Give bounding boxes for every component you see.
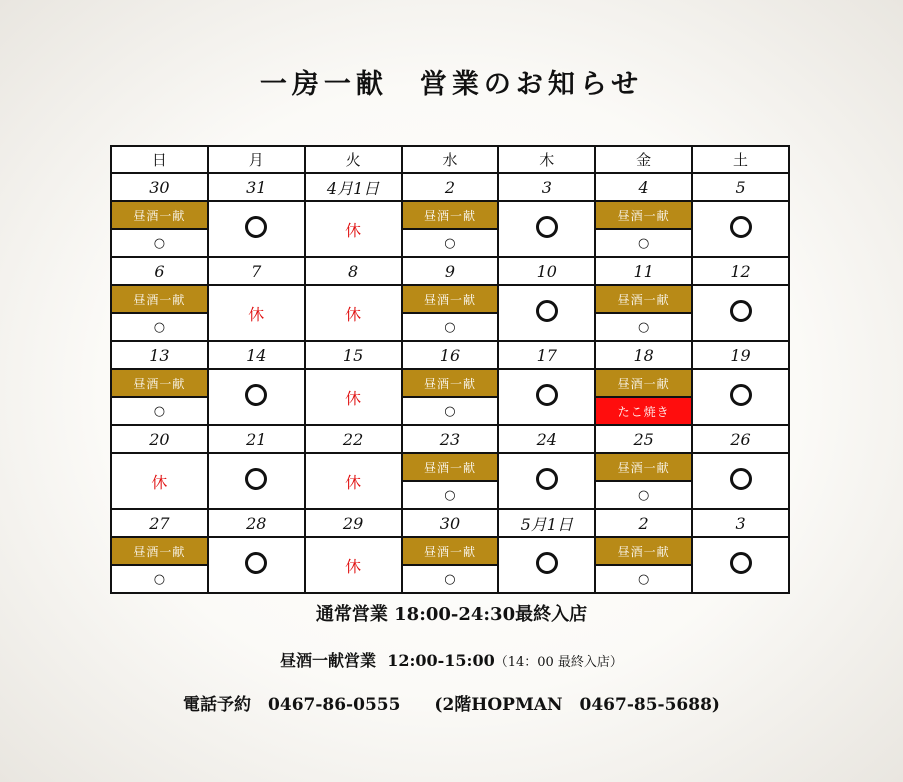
closed-mark: 休 bbox=[305, 453, 402, 509]
lunch-hours: 昼酒一献営業 12:00-15:00 bbox=[280, 651, 495, 670]
weekday-header: 土 bbox=[692, 146, 789, 173]
lunch-service-badge: 昼酒一献 bbox=[111, 285, 208, 313]
day-date: 30 bbox=[111, 173, 208, 201]
day-date: 17 bbox=[498, 341, 595, 369]
lunch-service-badge: 昼酒一献 bbox=[402, 369, 499, 397]
lunch-service-badge: 昼酒一献 bbox=[111, 537, 208, 565]
closed-mark: 休 bbox=[305, 369, 402, 425]
evening-open-mark: ○ bbox=[595, 481, 692, 509]
date-row bbox=[111, 425, 789, 453]
lunch-service-badge: 昼酒一献 bbox=[402, 537, 499, 565]
regular-hours: 通常営業 18:00-24:30最終入店 bbox=[315, 604, 588, 625]
open-day-cell bbox=[692, 201, 789, 257]
evening-open-mark: ○ bbox=[402, 481, 499, 509]
open-circle-icon bbox=[536, 468, 558, 490]
evening-open-mark: ○ bbox=[402, 229, 499, 257]
day-date: 7 bbox=[208, 257, 305, 285]
day-date: 16 bbox=[402, 341, 499, 369]
date-row bbox=[111, 509, 789, 537]
weekday-header: 水 bbox=[402, 146, 499, 173]
lunch-service-badge: 昼酒一献 bbox=[595, 285, 692, 313]
day-date: 15 bbox=[305, 341, 402, 369]
day-date: 29 bbox=[305, 509, 402, 537]
lunch-service-badge: 昼酒一献 bbox=[402, 201, 499, 229]
day-date: 26 bbox=[692, 425, 789, 453]
phone-reservation: 電話予約 0467-86-0555 (2階HOPMAN 0467-85-5688) bbox=[183, 695, 720, 715]
day-date: 31 bbox=[208, 173, 305, 201]
weekday-header: 火 bbox=[305, 146, 402, 173]
weekday-header: 木 bbox=[498, 146, 595, 173]
open-day-cell bbox=[692, 453, 789, 509]
status-row bbox=[111, 201, 789, 229]
page-title: 一房一献 営業のお知らせ bbox=[259, 69, 644, 100]
lunch-service-badge: 昼酒一献 bbox=[595, 453, 692, 481]
lunch-service-badge: 昼酒一献 bbox=[111, 369, 208, 397]
weekday-header: 金 bbox=[595, 146, 692, 173]
open-day-cell bbox=[498, 285, 595, 341]
day-date: 2 bbox=[595, 509, 692, 537]
day-date: 23 bbox=[402, 425, 499, 453]
status-row bbox=[111, 537, 789, 565]
lunch-service-badge: 昼酒一献 bbox=[595, 201, 692, 229]
day-date: 13 bbox=[111, 341, 208, 369]
takoyaki-badge: たこ焼き bbox=[595, 397, 692, 425]
status-row bbox=[111, 285, 789, 313]
open-circle-icon bbox=[730, 552, 752, 574]
open-day-cell bbox=[692, 285, 789, 341]
lunch-service-badge: 昼酒一献 bbox=[402, 453, 499, 481]
weekday-header-row bbox=[111, 146, 789, 173]
day-date: 9 bbox=[402, 257, 499, 285]
day-date: 30 bbox=[402, 509, 499, 537]
day-date: 6 bbox=[111, 257, 208, 285]
open-day-cell bbox=[498, 537, 595, 593]
day-date: 8 bbox=[305, 257, 402, 285]
evening-open-mark: ○ bbox=[111, 313, 208, 341]
day-date: 3 bbox=[498, 173, 595, 201]
evening-open-mark: ○ bbox=[111, 565, 208, 593]
evening-open-mark: ○ bbox=[111, 397, 208, 425]
open-circle-icon bbox=[245, 216, 267, 238]
open-circle-icon bbox=[245, 468, 267, 490]
lunch-hours-line bbox=[0, 648, 903, 671]
open-day-cell bbox=[692, 369, 789, 425]
day-date: 12 bbox=[692, 257, 789, 285]
open-circle-icon bbox=[730, 216, 752, 238]
day-date: 19 bbox=[692, 341, 789, 369]
day-date: 18 bbox=[595, 341, 692, 369]
day-date: 2 bbox=[402, 173, 499, 201]
day-date: 28 bbox=[208, 509, 305, 537]
day-date: 10 bbox=[498, 257, 595, 285]
evening-open-mark: ○ bbox=[402, 313, 499, 341]
open-circle-icon bbox=[730, 384, 752, 406]
open-day-cell bbox=[692, 537, 789, 593]
evening-open-mark: ○ bbox=[595, 565, 692, 593]
day-date: 21 bbox=[208, 425, 305, 453]
evening-open-mark: ○ bbox=[111, 229, 208, 257]
weekday-header: 日 bbox=[111, 146, 208, 173]
day-date: 14 bbox=[208, 341, 305, 369]
open-day-cell bbox=[498, 453, 595, 509]
evening-open-mark: ○ bbox=[402, 565, 499, 593]
day-date: 20 bbox=[111, 425, 208, 453]
lunch-service-badge: 昼酒一献 bbox=[111, 201, 208, 229]
day-date: 25 bbox=[595, 425, 692, 453]
closed-mark: 休 bbox=[305, 537, 402, 593]
day-date: 22 bbox=[305, 425, 402, 453]
open-day-cell bbox=[208, 537, 305, 593]
day-date: 5 bbox=[692, 173, 789, 201]
closed-mark: 休 bbox=[305, 285, 402, 341]
closed-mark: 休 bbox=[305, 201, 402, 257]
day-date: 3 bbox=[692, 509, 789, 537]
date-row bbox=[111, 341, 789, 369]
day-date: 4月1日 bbox=[305, 173, 402, 201]
open-circle-icon bbox=[536, 300, 558, 322]
weekday-header: 月 bbox=[208, 146, 305, 173]
closed-mark: 休 bbox=[111, 453, 208, 509]
open-circle-icon bbox=[536, 384, 558, 406]
lunch-service-badge: 昼酒一献 bbox=[595, 369, 692, 397]
open-day-cell bbox=[208, 453, 305, 509]
day-date: 11 bbox=[595, 257, 692, 285]
evening-open-mark: ○ bbox=[402, 397, 499, 425]
closed-mark: 休 bbox=[208, 285, 305, 341]
calendar-table bbox=[110, 145, 790, 594]
open-circle-icon bbox=[536, 552, 558, 574]
open-day-cell bbox=[208, 201, 305, 257]
open-day-cell bbox=[208, 369, 305, 425]
lunch-hours-note: （14：00 最終入店） bbox=[494, 655, 623, 670]
date-row bbox=[111, 173, 789, 201]
evening-open-mark: ○ bbox=[595, 229, 692, 257]
day-date: 4 bbox=[595, 173, 692, 201]
status-row bbox=[111, 369, 789, 397]
open-day-cell bbox=[498, 369, 595, 425]
open-circle-icon bbox=[730, 468, 752, 490]
status-row bbox=[111, 453, 789, 481]
lunch-service-badge: 昼酒一献 bbox=[595, 537, 692, 565]
open-circle-icon bbox=[730, 300, 752, 322]
open-day-cell bbox=[498, 201, 595, 257]
evening-open-mark: ○ bbox=[595, 313, 692, 341]
lunch-service-badge: 昼酒一献 bbox=[402, 285, 499, 313]
day-date: 27 bbox=[111, 509, 208, 537]
open-circle-icon bbox=[536, 216, 558, 238]
day-date: 5月1日 bbox=[498, 509, 595, 537]
open-circle-icon bbox=[245, 384, 267, 406]
day-date: 24 bbox=[498, 425, 595, 453]
date-row bbox=[111, 257, 789, 285]
open-circle-icon bbox=[245, 552, 267, 574]
